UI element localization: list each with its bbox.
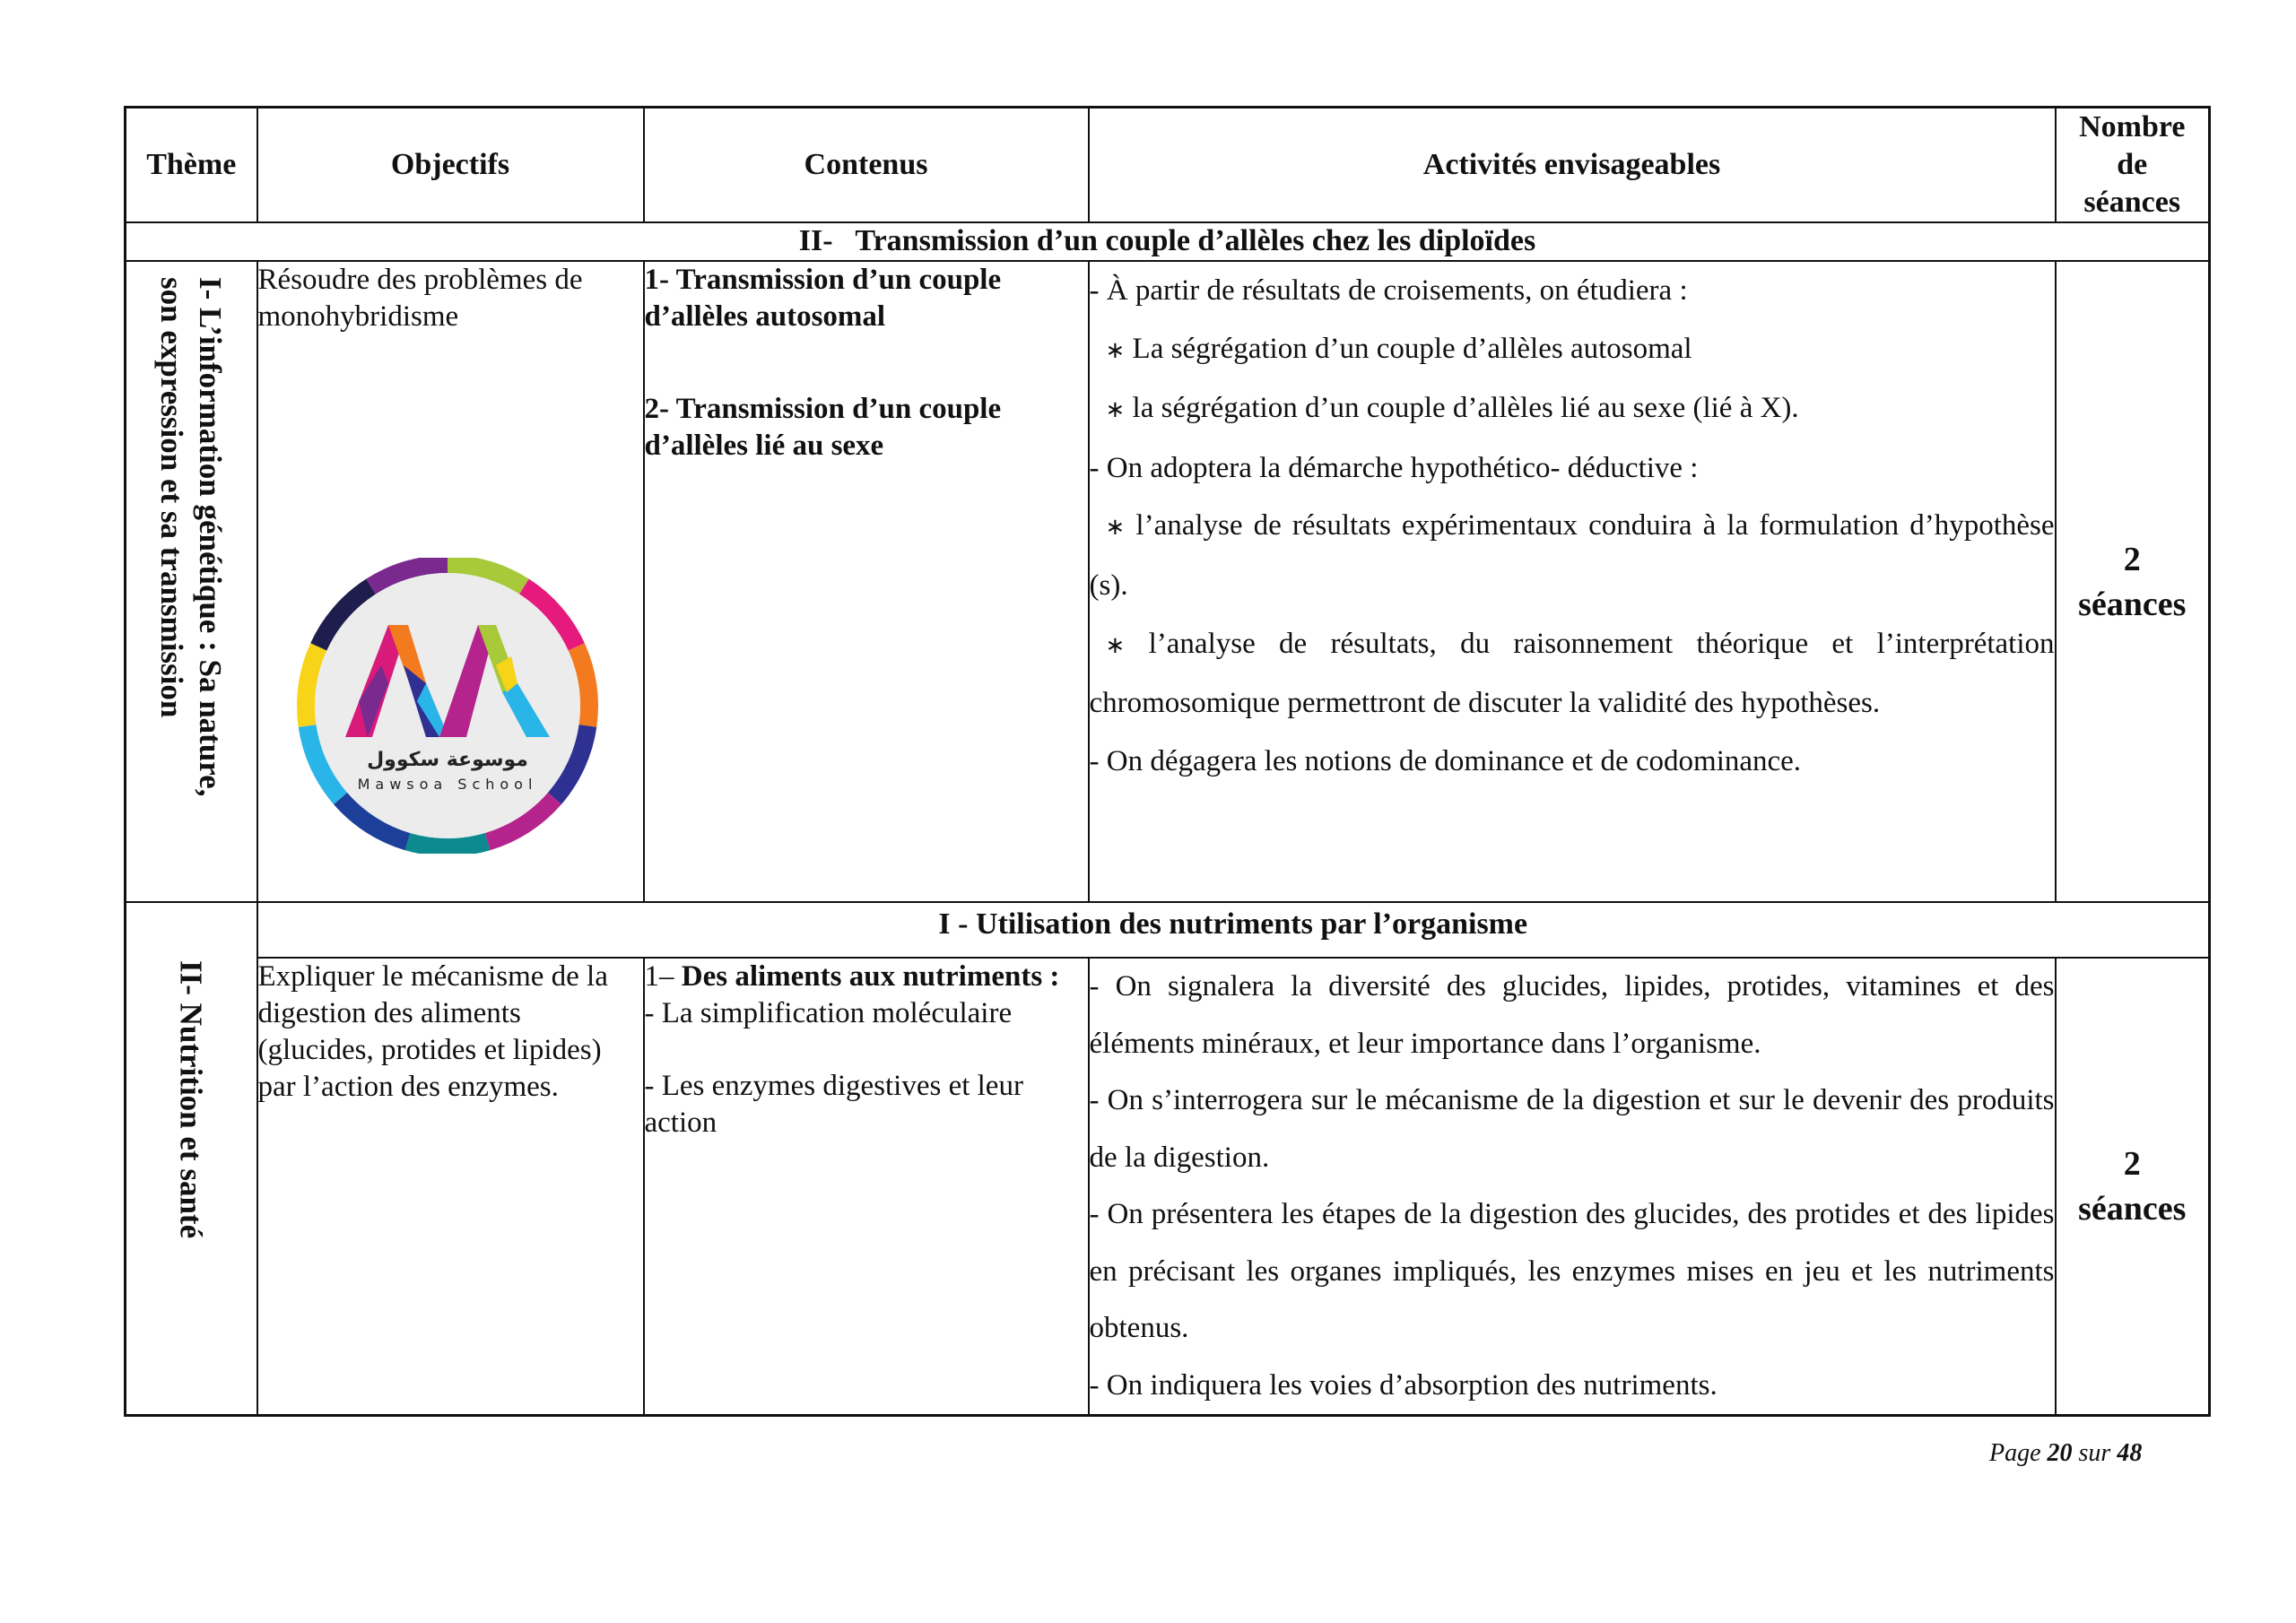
asterisk-bullet-icon: ∗ <box>1105 631 1126 658</box>
activite-subitem: ∗ l’analyse de résultats expérimentaux conduira à la formulation d’hypothèse (s). <box>1089 509 2055 603</box>
activite-subitem: ∗ la ségrégation d’un couple d’allèles lié au sexe (lié à X). <box>1105 392 1799 425</box>
header-theme: Thème <box>126 108 257 223</box>
theme-label <box>172 960 211 1382</box>
footer-page-total: 48 <box>2117 1439 2143 1467</box>
theme-label <box>152 277 230 887</box>
activite-item: - On adoptera la démarche hypothético- déductive : <box>1089 451 1699 484</box>
section-title: II- Transmission d’un couple d’allèles chez les diploïdes <box>126 222 2210 261</box>
page-footer <box>1989 1439 2142 1468</box>
header-nombre-line1: Nombre <box>2079 110 2186 143</box>
header-contenus: Contenus <box>644 108 1089 223</box>
logo-latin-text: Mawsoa School <box>357 776 538 793</box>
footer-page-word: Page <box>1989 1439 2041 1467</box>
contenus-cell <box>644 958 1089 1416</box>
mawsoa-school-logo <box>283 558 613 854</box>
contenu-item: - Les enzymes digestives et leur action <box>644 1070 1023 1139</box>
activite-subitem: ∗ La ségrégation d’un couple d’allèles autosomal <box>1105 332 1692 365</box>
seances-count: 2 <box>2123 1145 2141 1183</box>
activite-item: - On s’interrogera sur le mécanisme de la digestion et sur le devenir des produits de la digestion. <box>1089 1084 2055 1174</box>
seances-unit: séances <box>2078 585 2187 623</box>
section-row <box>126 902 2210 958</box>
logo-arabic-text: موسوعة سكوول <box>367 749 528 771</box>
section-row <box>126 222 2210 261</box>
seances-unit: séances <box>2078 1190 2187 1228</box>
theme-cell <box>126 261 257 902</box>
activite-item: - On présentera les étapes de la digestion des glucides, des protides et des lipides en précisant les organes impliqués, les enzymes mises en jeu et les nutriments obtenus. <box>1089 1198 2055 1344</box>
header-objectifs: Objectifs <box>257 108 644 223</box>
footer-page-current: 20 <box>2047 1439 2073 1467</box>
theme-line1: II- Nutrition et santé <box>173 960 209 1239</box>
objectifs-cell: Résoudre des problèmes de monohybridisme <box>257 261 644 902</box>
header-nombre-line2: de <box>2117 148 2148 181</box>
header-nombre-seances <box>2056 108 2210 223</box>
asterisk-bullet-icon: ∗ <box>1105 396 1126 423</box>
section-title: I - Utilisation des nutriments par l’organisme <box>257 902 2210 958</box>
header-row <box>126 108 2210 223</box>
contenu-item: 2- Transmission d’un couple d’allèles lié au sexe <box>644 393 1002 462</box>
asterisk-bullet-icon: ∗ <box>1105 336 1126 363</box>
theme-cell <box>126 902 257 1416</box>
contenu-heading: 1– Des aliments aux nutriments : <box>644 960 1060 993</box>
objectifs-cell: Expliquer le mécanisme de la digestion des aliments (glucides, protides et lipides) par l’action des enzymes. <box>257 958 644 1416</box>
header-nombre-line3: séances <box>2083 186 2181 219</box>
activite-item: - À partir de résultats de croisements, on étudiera : <box>1089 274 1688 307</box>
seances-count: 2 <box>2123 540 2141 578</box>
theme-line2: son expression et sa transmission <box>154 276 190 717</box>
nombre-seances-cell <box>2056 261 2210 902</box>
contenus-cell <box>644 261 1089 902</box>
header-activites: Activités envisageables <box>1089 108 2056 223</box>
contenu-item: - La simplification moléculaire <box>644 997 1013 1029</box>
activite-item: - On signalera la diversité des glucides, lipides, protides, vitamines et des éléments minéraux, et leur importance dans l’organisme. <box>1089 970 2055 1060</box>
nombre-seances-cell <box>2056 958 2210 1416</box>
activite-subitem: ∗ l’analyse de résultats, du raisonnement théorique et l’interprétation chromosomique permettront de discuter la validité des hypothèses. <box>1089 627 2055 720</box>
activites-cell <box>1089 261 2056 902</box>
contenu-item: 1- Transmission d’un couple d’allèles autosomal <box>644 264 1002 333</box>
logo-inner-disc <box>315 573 580 838</box>
table-row <box>126 958 2210 1416</box>
activite-item: - On dégagera les notions de dominance et de codominance. <box>1089 744 1802 777</box>
activite-item: - On indiquera les voies d’absorption des nutriments. <box>1089 1368 1718 1402</box>
asterisk-bullet-icon: ∗ <box>1105 514 1126 541</box>
theme-line1: I- L’information génétique : Sa nature, <box>193 276 229 796</box>
footer-of-word: sur <box>2078 1439 2111 1467</box>
activites-cell <box>1089 958 2056 1416</box>
